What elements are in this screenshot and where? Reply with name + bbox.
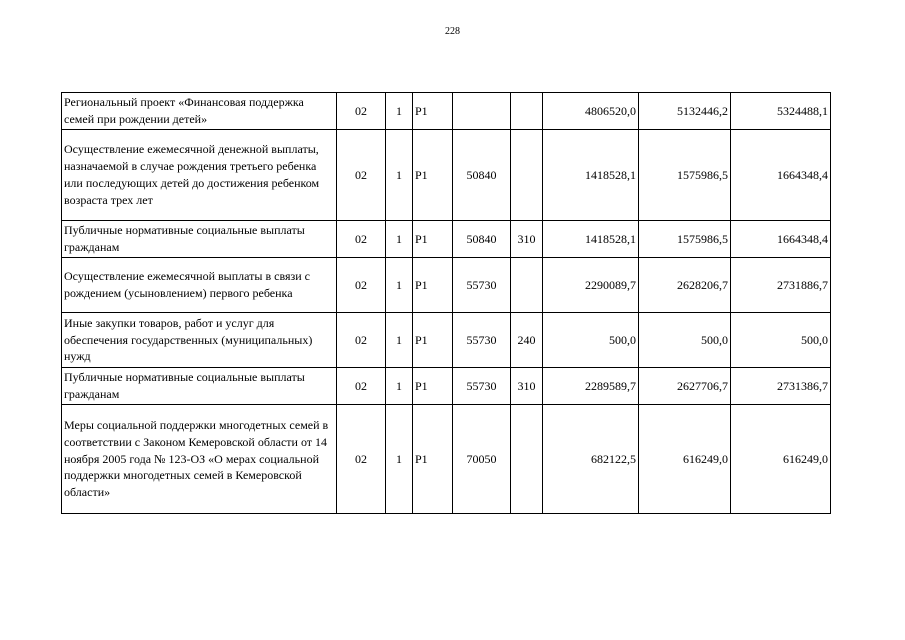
amount-year1: 2289589,7 bbox=[543, 368, 639, 405]
table-row bbox=[62, 93, 831, 130]
section-code: 02 bbox=[337, 368, 386, 405]
table-row bbox=[62, 258, 831, 313]
row-name: Осуществление ежемесячной выплаты в связи с рождением (усыновлением) первого ребенка bbox=[62, 258, 337, 313]
program-code: Р1 bbox=[413, 93, 453, 130]
article-code bbox=[453, 93, 511, 130]
table-row bbox=[62, 221, 831, 258]
subsection-code: 1 bbox=[386, 368, 413, 405]
expense-type-code bbox=[511, 130, 543, 221]
amount-year1: 1418528,1 bbox=[543, 130, 639, 221]
program-code: Р1 bbox=[413, 258, 453, 313]
article-code: 55730 bbox=[453, 368, 511, 405]
amount-year1: 682122,5 bbox=[543, 405, 639, 514]
subsection-code: 1 bbox=[386, 313, 413, 368]
amount-year2: 1575986,5 bbox=[639, 221, 731, 258]
section-code: 02 bbox=[337, 221, 386, 258]
table-row bbox=[62, 313, 831, 368]
expense-type-code: 240 bbox=[511, 313, 543, 368]
amount-year2: 1575986,5 bbox=[639, 130, 731, 221]
article-code: 55730 bbox=[453, 313, 511, 368]
table-row bbox=[62, 405, 831, 514]
row-name: Иные закупки товаров, работ и услуг для обеспечения государственных (муниципальных) нужд bbox=[62, 313, 337, 368]
row-name: Меры социальной поддержки многодетных семей в соответствии с Законом Кемеровской области от 14 ноября 2005 года № 123-ОЗ «О мерах социальной поддержки многодетных семей в Кемеровской области» bbox=[62, 405, 337, 514]
article-code: 50840 bbox=[453, 221, 511, 258]
row-name: Осуществление ежемесячной денежной выплаты, назначаемой в случае рождения третьего ребенка или последующих детей до достижения ребенком возраста трех лет bbox=[62, 130, 337, 221]
program-code: Р1 bbox=[413, 130, 453, 221]
program-code: Р1 bbox=[413, 405, 453, 514]
article-code: 70050 bbox=[453, 405, 511, 514]
page-number: 228 bbox=[445, 26, 460, 37]
expense-type-code: 310 bbox=[511, 221, 543, 258]
amount-year1: 4806520,0 bbox=[543, 93, 639, 130]
amount-year1: 1418528,1 bbox=[543, 221, 639, 258]
article-code: 50840 bbox=[453, 130, 511, 221]
amount-year3: 1664348,4 bbox=[731, 130, 831, 221]
amount-year2: 500,0 bbox=[639, 313, 731, 368]
expense-type-code bbox=[511, 258, 543, 313]
expense-type-code bbox=[511, 405, 543, 514]
row-name: Региональный проект «Финансовая поддержка семей при рождении детей» bbox=[62, 93, 337, 130]
subsection-code: 1 bbox=[386, 221, 413, 258]
section-code: 02 bbox=[337, 313, 386, 368]
subsection-code: 1 bbox=[386, 258, 413, 313]
amount-year2: 2628206,7 bbox=[639, 258, 731, 313]
amount-year3: 2731886,7 bbox=[731, 258, 831, 313]
row-name: Публичные нормативные социальные выплаты гражданам bbox=[62, 221, 337, 258]
amount-year1: 2290089,7 bbox=[543, 258, 639, 313]
expense-type-code bbox=[511, 93, 543, 130]
program-code: Р1 bbox=[413, 368, 453, 405]
amount-year3: 500,0 bbox=[731, 313, 831, 368]
amount-year3: 1664348,4 bbox=[731, 221, 831, 258]
amount-year1: 500,0 bbox=[543, 313, 639, 368]
budget-table bbox=[61, 92, 831, 514]
amount-year2: 616249,0 bbox=[639, 405, 731, 514]
amount-year2: 5132446,2 bbox=[639, 93, 731, 130]
subsection-code: 1 bbox=[386, 405, 413, 514]
section-code: 02 bbox=[337, 130, 386, 221]
amount-year3: 2731386,7 bbox=[731, 368, 831, 405]
amount-year3: 5324488,1 bbox=[731, 93, 831, 130]
article-code: 55730 bbox=[453, 258, 511, 313]
table-row bbox=[62, 368, 831, 405]
table-row bbox=[62, 130, 831, 221]
subsection-code: 1 bbox=[386, 93, 413, 130]
expense-type-code: 310 bbox=[511, 368, 543, 405]
subsection-code: 1 bbox=[386, 130, 413, 221]
section-code: 02 bbox=[337, 258, 386, 313]
amount-year2: 2627706,7 bbox=[639, 368, 731, 405]
amount-year3: 616249,0 bbox=[731, 405, 831, 514]
section-code: 02 bbox=[337, 93, 386, 130]
program-code: Р1 bbox=[413, 221, 453, 258]
program-code: Р1 bbox=[413, 313, 453, 368]
row-name: Публичные нормативные социальные выплаты гражданам bbox=[62, 368, 337, 405]
section-code: 02 bbox=[337, 405, 386, 514]
